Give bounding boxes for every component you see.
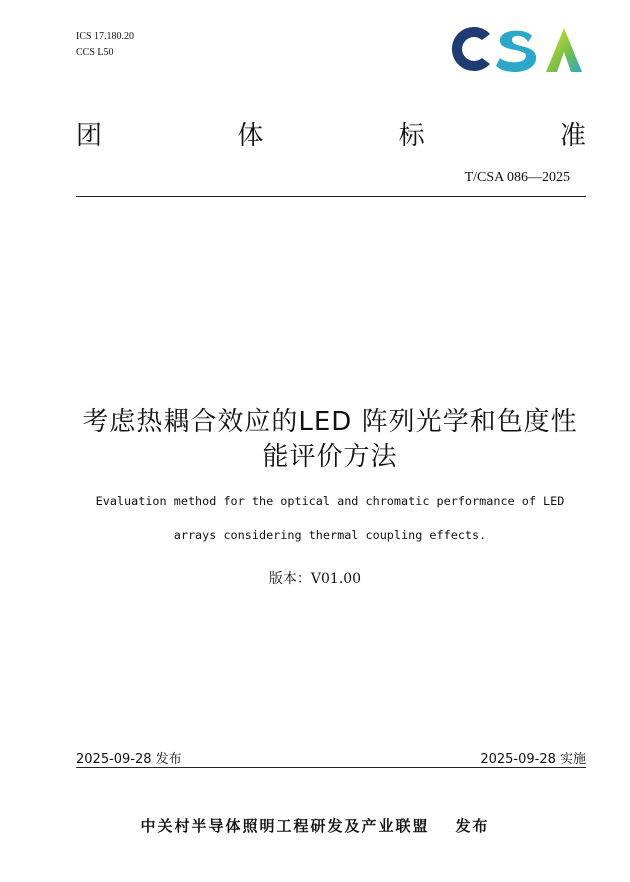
heading-char: 准 [559, 121, 586, 151]
issuer-line [0, 815, 630, 836]
chinese-title-line-1: 考虑热耦合效应的LED 阵列光学和色度性 [82, 407, 578, 437]
classification-codes [76, 29, 134, 61]
group-standard-heading [76, 115, 586, 152]
version-label: 版本：V01.00 [268, 571, 362, 587]
ccs-code: CCS L50 [76, 47, 114, 58]
chinese-title-line-2: 能评价方法 [262, 442, 398, 472]
english-title [40, 484, 620, 552]
top-divider [76, 196, 586, 197]
ics-code: ICS 17.180.20 [76, 31, 135, 42]
heading-char: 体 [237, 121, 264, 151]
implement-date: 2025-09-28 实施 [480, 752, 586, 767]
english-title-line-1: Evaluation method for the optical and chromatic performance of LED [95, 494, 565, 508]
heading-char: 标 [398, 121, 425, 151]
issuer-name: 中关村半导体照明工程研发及产业联盟 [140, 817, 430, 835]
english-title-line-2: arrays considering thermal coupling effects. [173, 528, 487, 542]
issuer-action: 发布 [455, 817, 490, 835]
standard-number: T/CSA 086—2025 [464, 170, 570, 185]
logo-letter-a [546, 28, 582, 72]
publish-date: 2025-09-28 发布 [76, 752, 182, 767]
heading-char: 团 [76, 121, 103, 151]
logo-letter-s [496, 31, 536, 72]
chinese-title [60, 405, 600, 475]
logo-letter-c [452, 27, 490, 71]
bottom-divider [76, 767, 586, 768]
csa-logo [446, 22, 586, 76]
